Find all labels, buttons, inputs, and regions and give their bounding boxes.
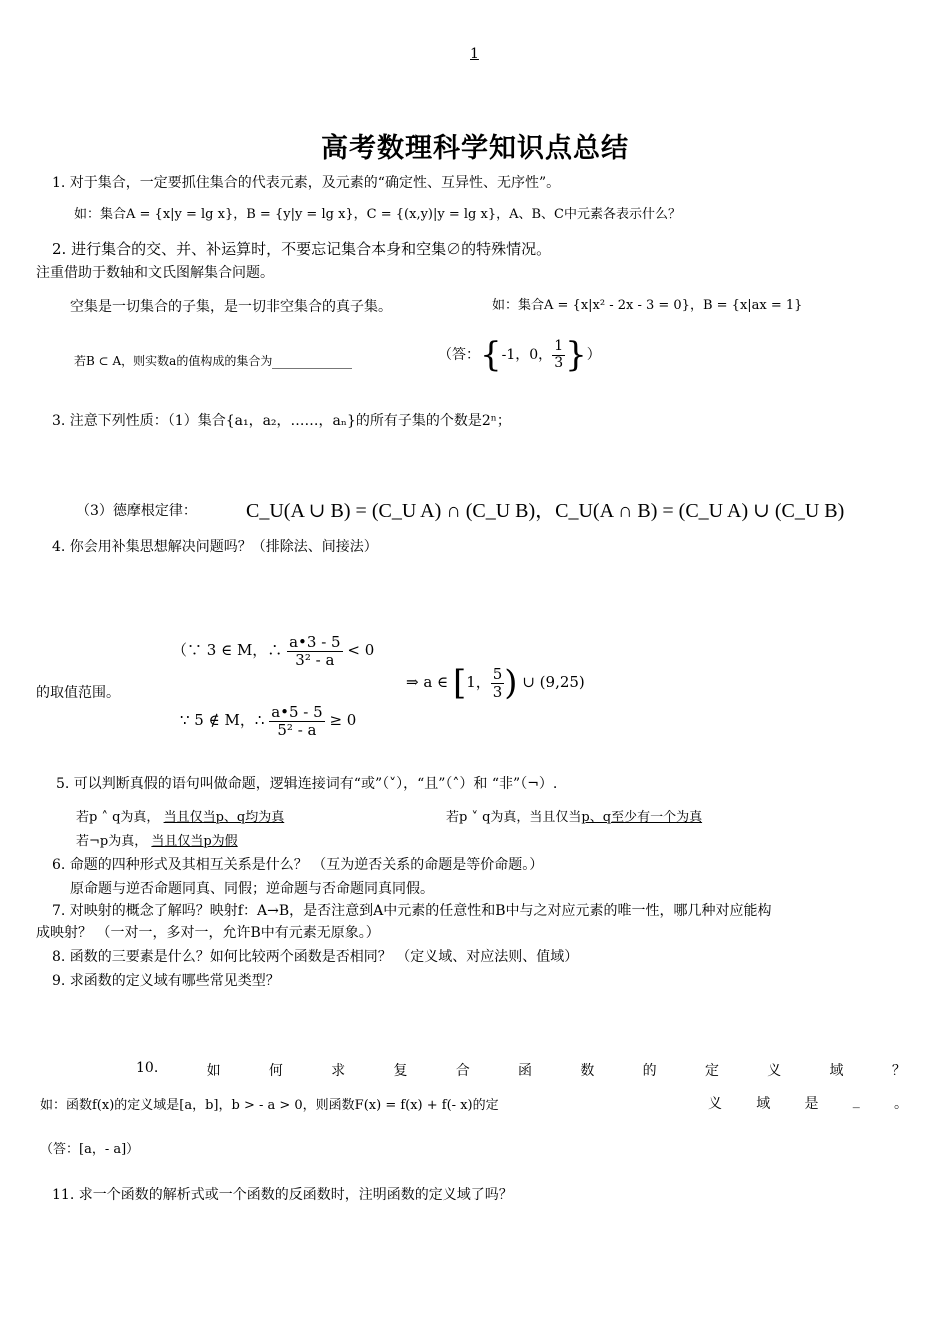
case-3-in-M [172, 634, 374, 668]
word: 合 [455, 1063, 470, 1079]
item-2-question [74, 352, 352, 369]
answer-fraction [552, 339, 565, 371]
interval-left: 1， [466, 673, 491, 691]
question-text: 若B ⊂ A，则实数a的值构成的集合为 [74, 354, 273, 368]
word: 是 [804, 1096, 819, 1112]
range-label: 的取值范围。 [36, 685, 120, 701]
item-1: 1. 对于集合，一定要抓住集合的代表元素，及元素的“确定性、互异性、无序性”。 [52, 175, 561, 191]
fraction-denominator: 3 [492, 682, 503, 701]
word: 如 [206, 1063, 221, 1079]
item-4: 4. 你会用补集思想解决问题吗？（排除法、间接法） [52, 539, 378, 555]
word: ？ [891, 1063, 906, 1079]
left-brace: { [480, 335, 502, 375]
fraction-numerator: a•5 - 5 [271, 703, 323, 721]
case-3-prefix: （∵ 3 ∈ M，∴ [172, 641, 283, 659]
answer-prefix: （答： [438, 347, 480, 363]
item-2-example: 如：集合A = {x|x² - 2x - 3 = 0}，B = {x|ax = 1} [492, 298, 803, 313]
not-rule [76, 830, 238, 849]
item-10-answer: （答：[a，- a]） [40, 1142, 140, 1157]
and-rule-prefix: 若p ˄ q为真， [76, 810, 160, 825]
case-5-prefix: ∵ 5 ∉ M，∴ [180, 711, 265, 729]
or-rule-prefix: 若p ˅ q为真，当且仅当 [446, 810, 582, 825]
not-rule-condition: 当且仅当p为假 [151, 834, 238, 849]
page-number: 1 [470, 46, 479, 62]
item-5: 5. 可以判断真假的语句叫做命题，逻辑连接词有“或”（˅），“且”（˄）和 “非”（¬）. [56, 776, 558, 792]
answer-values: -1，0， [501, 347, 553, 363]
or-rule [446, 806, 702, 825]
item-10 [136, 1060, 906, 1080]
blank-mark: _ [852, 1093, 860, 1109]
fraction-denominator: 5² - a [277, 720, 317, 739]
word: 函 [518, 1063, 533, 1079]
case-5-not-in-M [180, 704, 356, 738]
item-10-example: 如：函数f(x)的定义域是[a，b]，b > - a > 0，则函数F(x) = f(x) + f(- x)的定 [40, 1098, 499, 1113]
period: 。 [894, 1096, 908, 1112]
word: 域 [829, 1063, 844, 1079]
word: 义 [708, 1096, 722, 1112]
right-brace: } [565, 335, 587, 375]
word: 求 [331, 1063, 346, 1079]
range-result [406, 663, 585, 703]
item-6-note: 原命题与逆否命题同真、同假；逆命题与否命题同真同假。 [70, 881, 434, 897]
item-2-answer [438, 335, 601, 375]
answer-suffix: ） [586, 347, 601, 363]
word: 定 [704, 1063, 719, 1079]
item-8: 8. 函数的三要素是什么？如何比较两个函数是否相同？ （定义域、对应法则、值域） [52, 949, 579, 965]
and-rule-condition: 当且仅当p、q均为真 [163, 810, 285, 825]
interval-fraction [491, 666, 505, 700]
item-9: 9. 求函数的定义域有哪些常见类型？ [52, 973, 280, 989]
not-rule-prefix: 若¬p为真， [76, 834, 148, 849]
word: 复 [393, 1063, 408, 1079]
and-rule [76, 806, 284, 825]
fraction-denominator: 3 [554, 354, 564, 371]
item-7-continued: 成映射？ （一对一，多对一，允许B中有元素无原象。） [36, 925, 380, 941]
answer-blank [272, 356, 352, 369]
item-10-example-tail [708, 1093, 908, 1113]
word: 域 [756, 1096, 771, 1112]
fraction-numerator: a•3 - 5 [289, 633, 341, 651]
case-3-fraction [287, 634, 342, 668]
item-2-note: 注重借助于数轴和文氏图解集合问题。 [36, 265, 274, 281]
word: 数 [580, 1063, 595, 1079]
fraction-denominator: 3² - a [295, 650, 335, 669]
item-6: 6. 命题的四种形式及其相互关系是什么？ （互为逆否关系的命题是等价命题。） [52, 857, 544, 873]
word: 何 [268, 1063, 283, 1079]
right-paren: ) [504, 663, 518, 703]
item-3: 3. 注意下列性质：（1）集合{a₁，a₂，……，aₙ}的所有子集的个数是2ⁿ； [52, 413, 511, 429]
fraction-numerator: 5 [492, 665, 503, 683]
case-5-fraction [269, 704, 324, 738]
item-11: 11. 求一个函数的解析式或一个函数的反函数时，注明函数的定义域了吗？ [52, 1187, 513, 1203]
interval-right: ∪ (9,25) [522, 673, 585, 691]
or-rule-condition: p、q至少有一个为真 [581, 810, 703, 825]
item-7: 7. 对映射的概念了解吗？映射f：A→B，是否注意到A中元素的任意性和B中与之对应元素的唯一性，哪几种对应能构 [52, 903, 772, 919]
item-2: 2. 进行集合的交、并、补运算时，不要忘记集合本身和空集∅的特殊情况。 [52, 240, 552, 258]
demorgan-formula: C_U(A ∪ B) = (C_U A) ∩ (C_U B)，C_U(A ∩ B) = (C_U A) ∪ (C_U B) [246, 500, 845, 522]
document-title: 高考数理科学知识点总结 [321, 133, 629, 164]
case-5-suffix: ≥ 0 [329, 711, 357, 729]
empty-set-note: 空集是一切集合的子集，是一切非空集合的真子集。 [70, 299, 392, 315]
word: 义 [767, 1063, 782, 1079]
demorgan-label: （3）德摩根定律： [76, 503, 197, 519]
word: 10. [136, 1060, 159, 1076]
implies-text: ⇒ a ∈ [406, 673, 449, 691]
case-3-suffix: < 0 [347, 641, 375, 659]
word: 的 [642, 1063, 657, 1079]
left-bracket: [ [452, 663, 467, 703]
item-1-example: 如：集合A = {x|y = lg x}，B = {y|y = lg x}，C = {(x,y)|y = lg x}，A、B、C中元素各表示什么？ [74, 207, 681, 222]
fraction-numerator: 1 [554, 338, 564, 355]
